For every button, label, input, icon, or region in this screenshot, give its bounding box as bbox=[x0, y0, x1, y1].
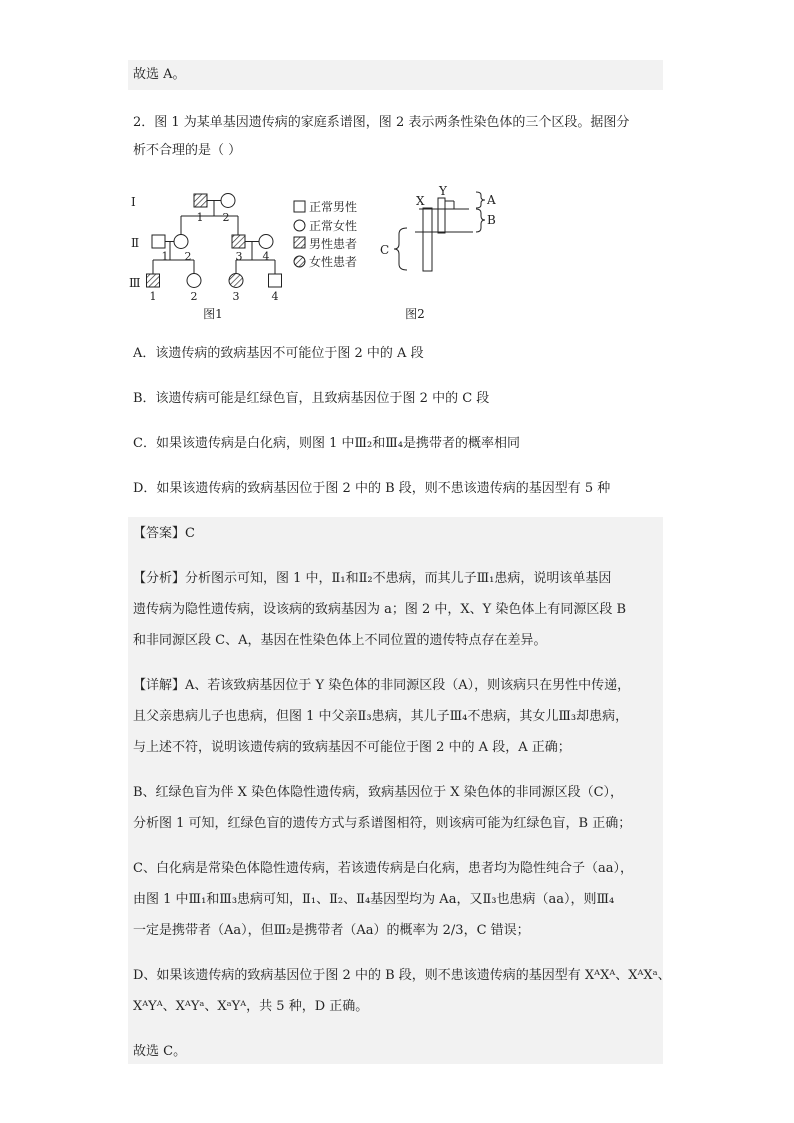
chromosome-figure bbox=[375, 180, 515, 330]
option-c: C．如果该遗传病是白化病，则图 1 中Ⅲ₂和Ⅲ₄是携带者的概率相同 bbox=[133, 436, 520, 451]
detail-c-line1: C、白化病是常染色体隐性遗传病，若该遗传病是白化病，患者均为隐性纯合子（aa）， bbox=[133, 861, 633, 876]
prev-answer-block bbox=[128, 60, 663, 90]
detail-d-line2: XᴬYᴬ、XᴬYᵃ、XᵃYᴬ，共 5 种，D 正确。 bbox=[133, 999, 369, 1014]
c-label: C bbox=[380, 243, 390, 257]
svg-text:1: 1 bbox=[149, 290, 157, 303]
a-label: A bbox=[487, 193, 496, 207]
legend-affected-female-symbol bbox=[294, 256, 305, 267]
detail-c-line2: 由图 1 中Ⅲ₁和Ⅲ₃患病可知，Ⅱ₁、Ⅱ₂、Ⅱ₄基因型均为 Aa，又Ⅱ₃也患病（aa），则Ⅲ₄ bbox=[133, 892, 615, 907]
detail-c-line3: 一定是携带者（Aa），但Ⅲ₂是携带者（Aa）的概率为 2/3，C 错误； bbox=[133, 923, 530, 938]
x-label: X bbox=[416, 194, 425, 208]
legend-normal-female-symbol bbox=[294, 220, 305, 231]
legend-affected-female: 女性患者 bbox=[309, 255, 358, 269]
detail-d-line1: D、如果该遗传病的致病基因位于图 2 中的 B 段，则不患该遗传病的基因型有 XᴬXᴬ、XᴬXᵃ、 bbox=[133, 968, 671, 983]
svg-text:3: 3 bbox=[232, 290, 240, 303]
legend-affected-male: 男性患者 bbox=[309, 237, 358, 251]
final-conclusion: 故选 C。 bbox=[133, 1044, 187, 1059]
II-4-normal-female bbox=[259, 235, 273, 249]
legend-affected-male-symbol bbox=[294, 237, 305, 248]
II-1-normal-male bbox=[152, 235, 165, 248]
option-b: B．该遗传病可能是红绿色盲，且致病基因位于图 2 中的 C 段 bbox=[133, 391, 490, 406]
svg-text:2: 2 bbox=[190, 290, 198, 303]
analysis-line3: 和非同源区段 C、A，基因在性染色体上不同位置的遗传特点存在差异。 bbox=[133, 633, 547, 648]
brace-c bbox=[394, 228, 407, 270]
y-label: Y bbox=[439, 184, 447, 198]
III-2-normal-female bbox=[187, 274, 201, 288]
analysis-line2: 遗传病为隐性遗传病，设该病的致病基因为 a；图 2 中，X、Y 染色体上有同源区段 B bbox=[133, 602, 627, 617]
pedigree-figure bbox=[125, 180, 385, 330]
svg-text:3: 3 bbox=[235, 250, 243, 263]
svg-text:1: 1 bbox=[161, 250, 169, 263]
brace-a bbox=[476, 192, 485, 208]
svg-text:4: 4 bbox=[271, 290, 279, 303]
detail-a-line2: 且父亲患病儿子也患病，但图 1 中父亲Ⅱ₃患病，其儿子Ⅲ₄不患病，其女儿Ⅲ₃却患病， bbox=[133, 709, 629, 724]
gen-label-II: Ⅱ bbox=[131, 236, 140, 250]
II-3-affected-male bbox=[232, 235, 245, 248]
answer: 【答案】C bbox=[133, 526, 195, 541]
detail-b-line1: B、红绿色盲为伴 X 染色体隐性遗传病，致病基因位于 X 染色体的非同源区段（C）， bbox=[133, 785, 624, 800]
svg-text:2: 2 bbox=[184, 250, 192, 263]
III-3-affected-female bbox=[229, 274, 243, 288]
figure1-caption: 图1 bbox=[203, 307, 223, 321]
svg-text:4: 4 bbox=[262, 250, 270, 263]
legend-normal-male: 正常男性 bbox=[309, 200, 358, 214]
option-d: D．如果该遗传病的致病基因位于图 2 中的 B 段，则不患该遗传病的基因型有 5 种 bbox=[133, 481, 611, 496]
prev-conclusion: 故选 A。 bbox=[133, 67, 186, 82]
legend-normal-male-symbol bbox=[294, 201, 305, 212]
figure2-caption: 图2 bbox=[405, 307, 425, 321]
option-a: A．该遗传病的致病基因不可能位于图 2 中的 A 段 bbox=[133, 346, 424, 361]
y-chromosome bbox=[438, 198, 445, 233]
gen-label-I: Ⅰ bbox=[131, 195, 136, 209]
II-2-normal-female bbox=[174, 235, 188, 249]
III-1-affected-male bbox=[147, 274, 160, 287]
legend-normal-female: 正常女性 bbox=[309, 219, 358, 233]
x-chromosome bbox=[423, 208, 432, 271]
svg-text:1: 1 bbox=[196, 211, 204, 224]
svg-text:2: 2 bbox=[222, 211, 230, 224]
question-stem-line2: 析不合理的是（ ） bbox=[133, 143, 242, 158]
question-stem-line1: 2．图 1 为某单基因遗传病的家庭系谱图，图 2 表示两条性染色体的三个区段。据图分 bbox=[133, 115, 630, 130]
detail-a-line1: 【详解】A、若该致病基因位于 Y 染色体的非同源区段（A），则该病只在男性中传递， bbox=[133, 678, 631, 693]
III-4-normal-male bbox=[269, 274, 282, 287]
analysis-line1: 【分析】分析图示可知，图 1 中，Ⅱ₁和Ⅱ₂不患病，而其儿子Ⅲ₁患病，说明该单基因 bbox=[133, 571, 612, 586]
detail-a-line3: 与上述不符，说明该遗传病的致病基因不可能位于图 2 中的 A 段，A 正确； bbox=[133, 740, 571, 755]
I-1-affected-male bbox=[194, 194, 207, 207]
I-2-normal-female bbox=[221, 194, 235, 208]
detail-b-line2: 分析图 1 可知，红绿色盲的遗传方式与系谱图相符，则该病可能为红绿色盲，B 正确； bbox=[133, 816, 632, 831]
b-label: B bbox=[487, 213, 496, 227]
brace-b bbox=[476, 209, 485, 232]
gen-label-III: Ⅲ bbox=[129, 276, 141, 290]
